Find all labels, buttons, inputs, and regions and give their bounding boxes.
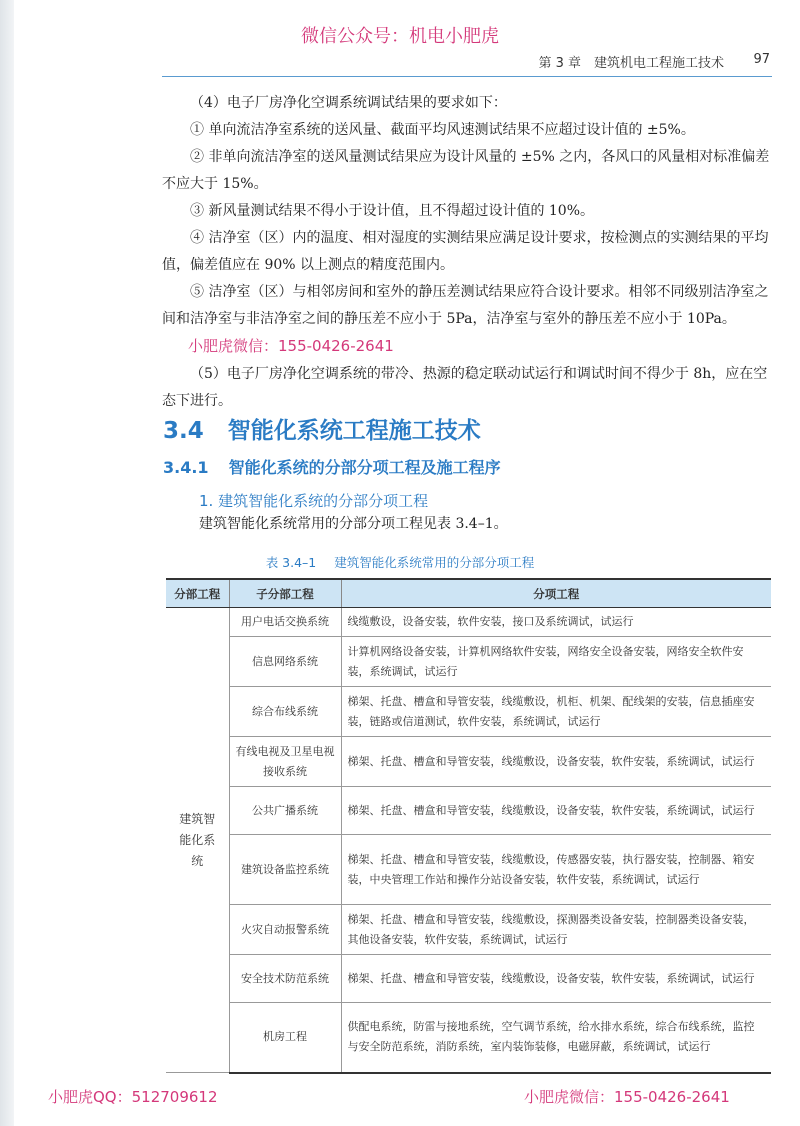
items-cell: 梯架、托盘、槽盒和导管安装，线缆敷设，设备安装，软件安装，系统调试，试运行 xyxy=(341,787,771,835)
table-row xyxy=(166,787,771,835)
watermark-footer-right: 小肥虎微信：155-0426-2641 xyxy=(524,1088,730,1106)
paragraph-item-3: ③ 新风量测试结果不得小于设计值，且不得超过设计值的 10%。 xyxy=(190,203,595,219)
items-cell: 供配电系统，防雷与接地系统，空气调节系统，给水排水系统，综合布线系统，监控与安全防范系统，消防系统，室内装饰装修，电磁屏蔽，系统调试，试运行 xyxy=(341,1003,771,1073)
items-cell: 计算机网络设备安装，计算机网络软件安装，网络安全设备安装，网络安全软件安装，系统调试，试运行 xyxy=(341,637,771,687)
table-header-row xyxy=(166,579,771,608)
section-title xyxy=(163,412,481,445)
watermark-inline: 小肥虎微信：155-0426-2641 xyxy=(188,337,394,355)
paragraph-5: （5）电子厂房净化空调系统的带冷、热源的稳定联动试运行和调试时间不得少于 8h，应在空态下进行。 xyxy=(162,366,768,409)
table-row xyxy=(166,608,771,637)
table-caption-title: 建筑智能化系统常用的分部分项工程 xyxy=(334,555,535,570)
chapter-title: 第 3 章 建筑机电工程施工技术 xyxy=(538,56,724,71)
table-row xyxy=(166,905,771,955)
sub-division-cell: 信息网络系统 xyxy=(229,637,341,687)
items-cell: 梯架、托盘、槽盒和导管安装，线缆敷设，探测器类设备安装，控制器类设备安装，其他设备安装，软件安装，系统调试，试运行 xyxy=(341,905,771,955)
table-header: 子分部工程 xyxy=(229,579,341,608)
table-row xyxy=(166,687,771,737)
subsection-number: 3.4.1 xyxy=(163,458,209,477)
intro-text: 建筑智能化系统常用的分部分项工程见表 3.4–1。 xyxy=(199,516,508,532)
items-cell: 梯架、托盘、槽盒和导管安装，线缆敷设，机柜、机架、配线架的安装，信息插座安装，链路或信道测试，软件安装，系统调试，试运行 xyxy=(341,687,771,737)
table-row xyxy=(166,835,771,905)
division-cell xyxy=(166,608,229,1073)
page-header xyxy=(162,50,772,77)
sub-heading: 1. 建筑智能化系统的分部分项工程 xyxy=(199,492,429,510)
projects-table xyxy=(166,578,771,1074)
section-number: 3.4 xyxy=(163,418,204,444)
paragraph-item-5-text: ⑤ 洁净室（区）与相邻房间和室外的静压差测试结果应符合设计要求。相邻不同级别洁净室之间和洁净室与非洁净室之间的静压差不应小于 5Pa，洁净室与室外的静压差不应小于 10Pa。 xyxy=(162,284,769,327)
paragraph-item-1: ① 单向流洁净室系统的送风量、截面平均风速测试结果不应超过设计值的 ±5%。 xyxy=(190,122,695,138)
items-cell: 线缆敷设，设备安装，软件安装，接口及系统调试，试运行 xyxy=(341,608,771,637)
subsection-title-text: 智能化系统的分部分项工程及施工程序 xyxy=(228,458,501,477)
items-cell: 梯架、托盘、槽盒和导管安装，线缆敷设，设备安装，软件安装，系统调试，试运行 xyxy=(341,955,771,1003)
division-label: 建筑智能化系统 xyxy=(179,811,216,868)
sub-division-cell: 公共广播系统 xyxy=(229,787,341,835)
sub-division-cell: 有线电视及卫星电视接收系统 xyxy=(229,737,341,787)
sub-division-cell: 用户电话交换系统 xyxy=(229,608,341,637)
table-row xyxy=(166,637,771,687)
watermark-footer-left: 小肥虎QQ：512709612 xyxy=(48,1088,218,1106)
paragraph-item-5 xyxy=(162,279,772,361)
table-row xyxy=(166,1003,771,1073)
page-number: 97 xyxy=(753,52,770,67)
table-header: 分部工程 xyxy=(166,579,229,608)
sub-division-cell: 火灾自动报警系统 xyxy=(229,905,341,955)
section-title-text: 智能化系统工程施工技术 xyxy=(227,418,481,444)
sub-division-cell: 机房工程 xyxy=(229,1003,341,1073)
paragraph-item-4: ④ 洁净室（区）内的温度、相对湿度的实测结果应满足设计要求，按检测点的实测结果的平均值，偏差值应在 90% 以上测点的精度范围内。 xyxy=(162,230,769,273)
subsection-title xyxy=(163,455,501,478)
watermark-top: 微信公众号：机电小肥虎 xyxy=(301,26,499,47)
sub-division-cell: 安全技术防范系统 xyxy=(229,955,341,1003)
items-cell: 梯架、托盘、槽盒和导管安装，线缆敷设，设备安装，软件安装，系统调试，试运行 xyxy=(341,737,771,787)
body-text xyxy=(162,90,772,415)
sub-division-cell: 综合布线系统 xyxy=(229,687,341,737)
table-row xyxy=(166,737,771,787)
paragraph-item-2: ② 非单向流洁净室的送风量测试结果应为设计风量的 ±5% 之内，各风口的风量相对标准偏差不应大于 15%。 xyxy=(162,149,770,192)
table-caption-number: 表 3.4–1 xyxy=(265,555,317,570)
table-row xyxy=(166,955,771,1003)
paragraph-4: （4）电子厂房净化空调系统调试结果的要求如下： xyxy=(190,95,507,111)
table-caption xyxy=(0,553,800,571)
sub-division-cell: 建筑设备监控系统 xyxy=(229,835,341,905)
items-cell: 梯架、托盘、槽盒和导管安装，线缆敷设，传感器安装，执行器安装，控制器、箱安装，中央管理工作站和操作分站设备安装，软件安装，系统调试，试运行 xyxy=(341,835,771,905)
table-header: 分项工程 xyxy=(341,579,771,608)
